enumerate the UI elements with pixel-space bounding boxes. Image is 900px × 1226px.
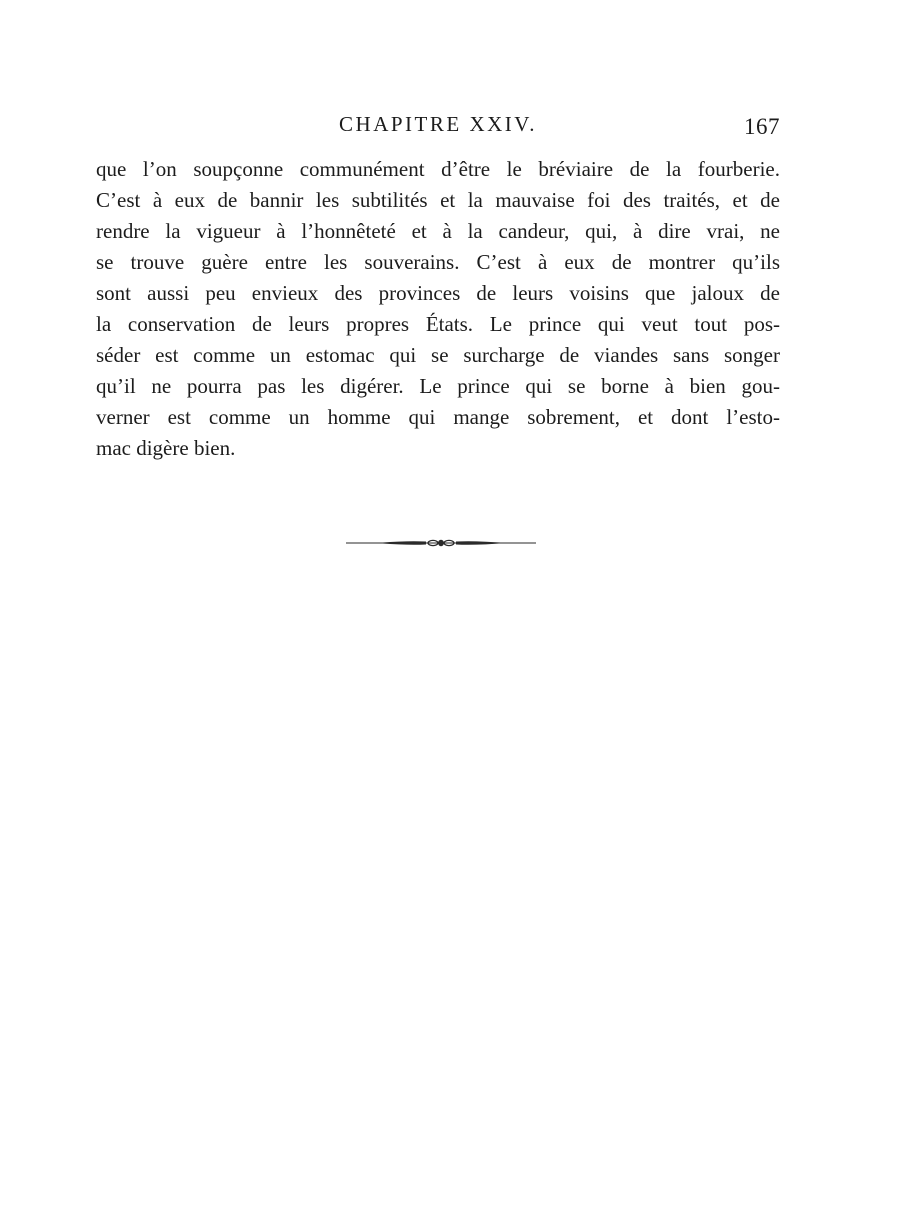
running-head xyxy=(96,112,780,142)
text-line: sont aussi peu envieux des provinces de leurs voisins que jaloux de xyxy=(96,281,780,305)
text-line: rendre la vigueur à l’honnêteté et à la candeur, qui, à dire vrai, ne xyxy=(96,219,780,243)
text-line: que l’on soupçonne communément d’être le bréviaire de la fourberie. xyxy=(96,157,780,181)
text-line: séder est comme un estomac qui se surcharge de viandes sans songer xyxy=(96,343,780,367)
text-line: verner est comme un homme qui mange sobrement, et dont l’esto- xyxy=(96,405,780,429)
chapter-title: CHAPITRE XXIV. xyxy=(339,112,537,136)
text-line: qu’il ne pourra pas les digérer. Le prince qui se borne à bien gou- xyxy=(96,374,780,398)
text-line: se trouve guère entre les souverains. C’est à eux de montrer qu’ils xyxy=(96,250,780,274)
text-line: la conservation de leurs propres États. Le prince qui veut tout pos- xyxy=(96,312,780,336)
text-line: mac digère bien. xyxy=(96,436,236,460)
page-number: 167 xyxy=(744,114,780,139)
body-paragraph xyxy=(96,154,780,464)
text-line: C’est à eux de bannir les subtilités et la mauvaise foi des traités, et de xyxy=(96,188,780,212)
fleuron-ornament-icon xyxy=(346,536,536,550)
